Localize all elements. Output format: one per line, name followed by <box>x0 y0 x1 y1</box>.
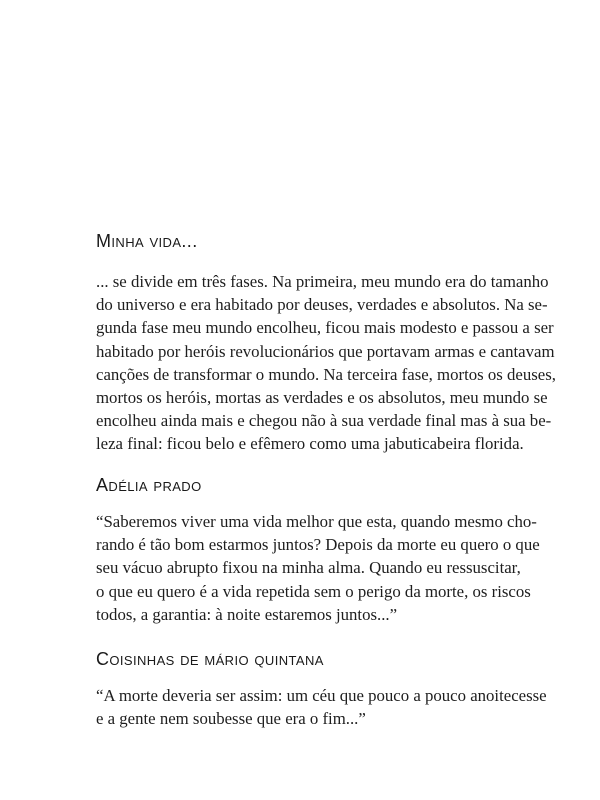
text-line: encolheu ainda mais e chegou não à sua verdade final mas à sua be- <box>96 411 552 431</box>
text-line: ... se divide em três fases. Na primeira, meu mundo era do tamanho <box>96 272 549 291</box>
text-line: “A morte deveria ser assim: um céu que pouco a pouco anoitecesse <box>96 686 547 705</box>
section-heading: Coisinhas de mário quintana <box>96 649 324 669</box>
text-line: leza final: ficou belo e efêmero como uma jabuticabeira florida. <box>96 434 524 454</box>
text-line: “Saberemos viver uma vida melhor que esta, quando mesmo cho- <box>96 512 537 531</box>
section-adelia-prado <box>96 474 540 626</box>
text-line: seu vácuo abrupto fixou na minha alma. Quando eu ressuscitar, <box>96 558 521 578</box>
text-line: e a gente nem soubesse que era o fim...” <box>96 709 366 729</box>
text-line: rando é tão bom estarmos juntos? Depois da morte eu quero o que <box>96 535 540 555</box>
text-line: mortos os heróis, mortas as verdades e os absolutos, meu mundo se <box>96 387 548 407</box>
text-line: todos, a garantia: à noite estaremos juntos...” <box>96 604 398 624</box>
section-heading: Minha vida... <box>96 231 198 251</box>
section-body <box>96 684 547 730</box>
text-line: canções de transformar o mundo. Na terceira fase, mortos os deuses, <box>96 364 556 384</box>
text-line: habitado por heróis revolucionários que portavam armas e cantavam <box>96 341 555 361</box>
section-heading: Adélia prado <box>96 475 202 495</box>
section-coisinhas <box>96 648 547 730</box>
text-line: gunda fase meu mundo encolheu, ficou mais modesto e passou a ser <box>96 318 554 338</box>
section-minha-vida <box>96 230 556 456</box>
text-line: o que eu quero é a vida repetida sem o perigo da morte, os riscos <box>96 581 531 601</box>
section-body <box>96 270 556 456</box>
text-line: do universo e era habitado por deuses, verdades e absolutos. Na se- <box>96 295 548 315</box>
section-body <box>96 510 540 626</box>
